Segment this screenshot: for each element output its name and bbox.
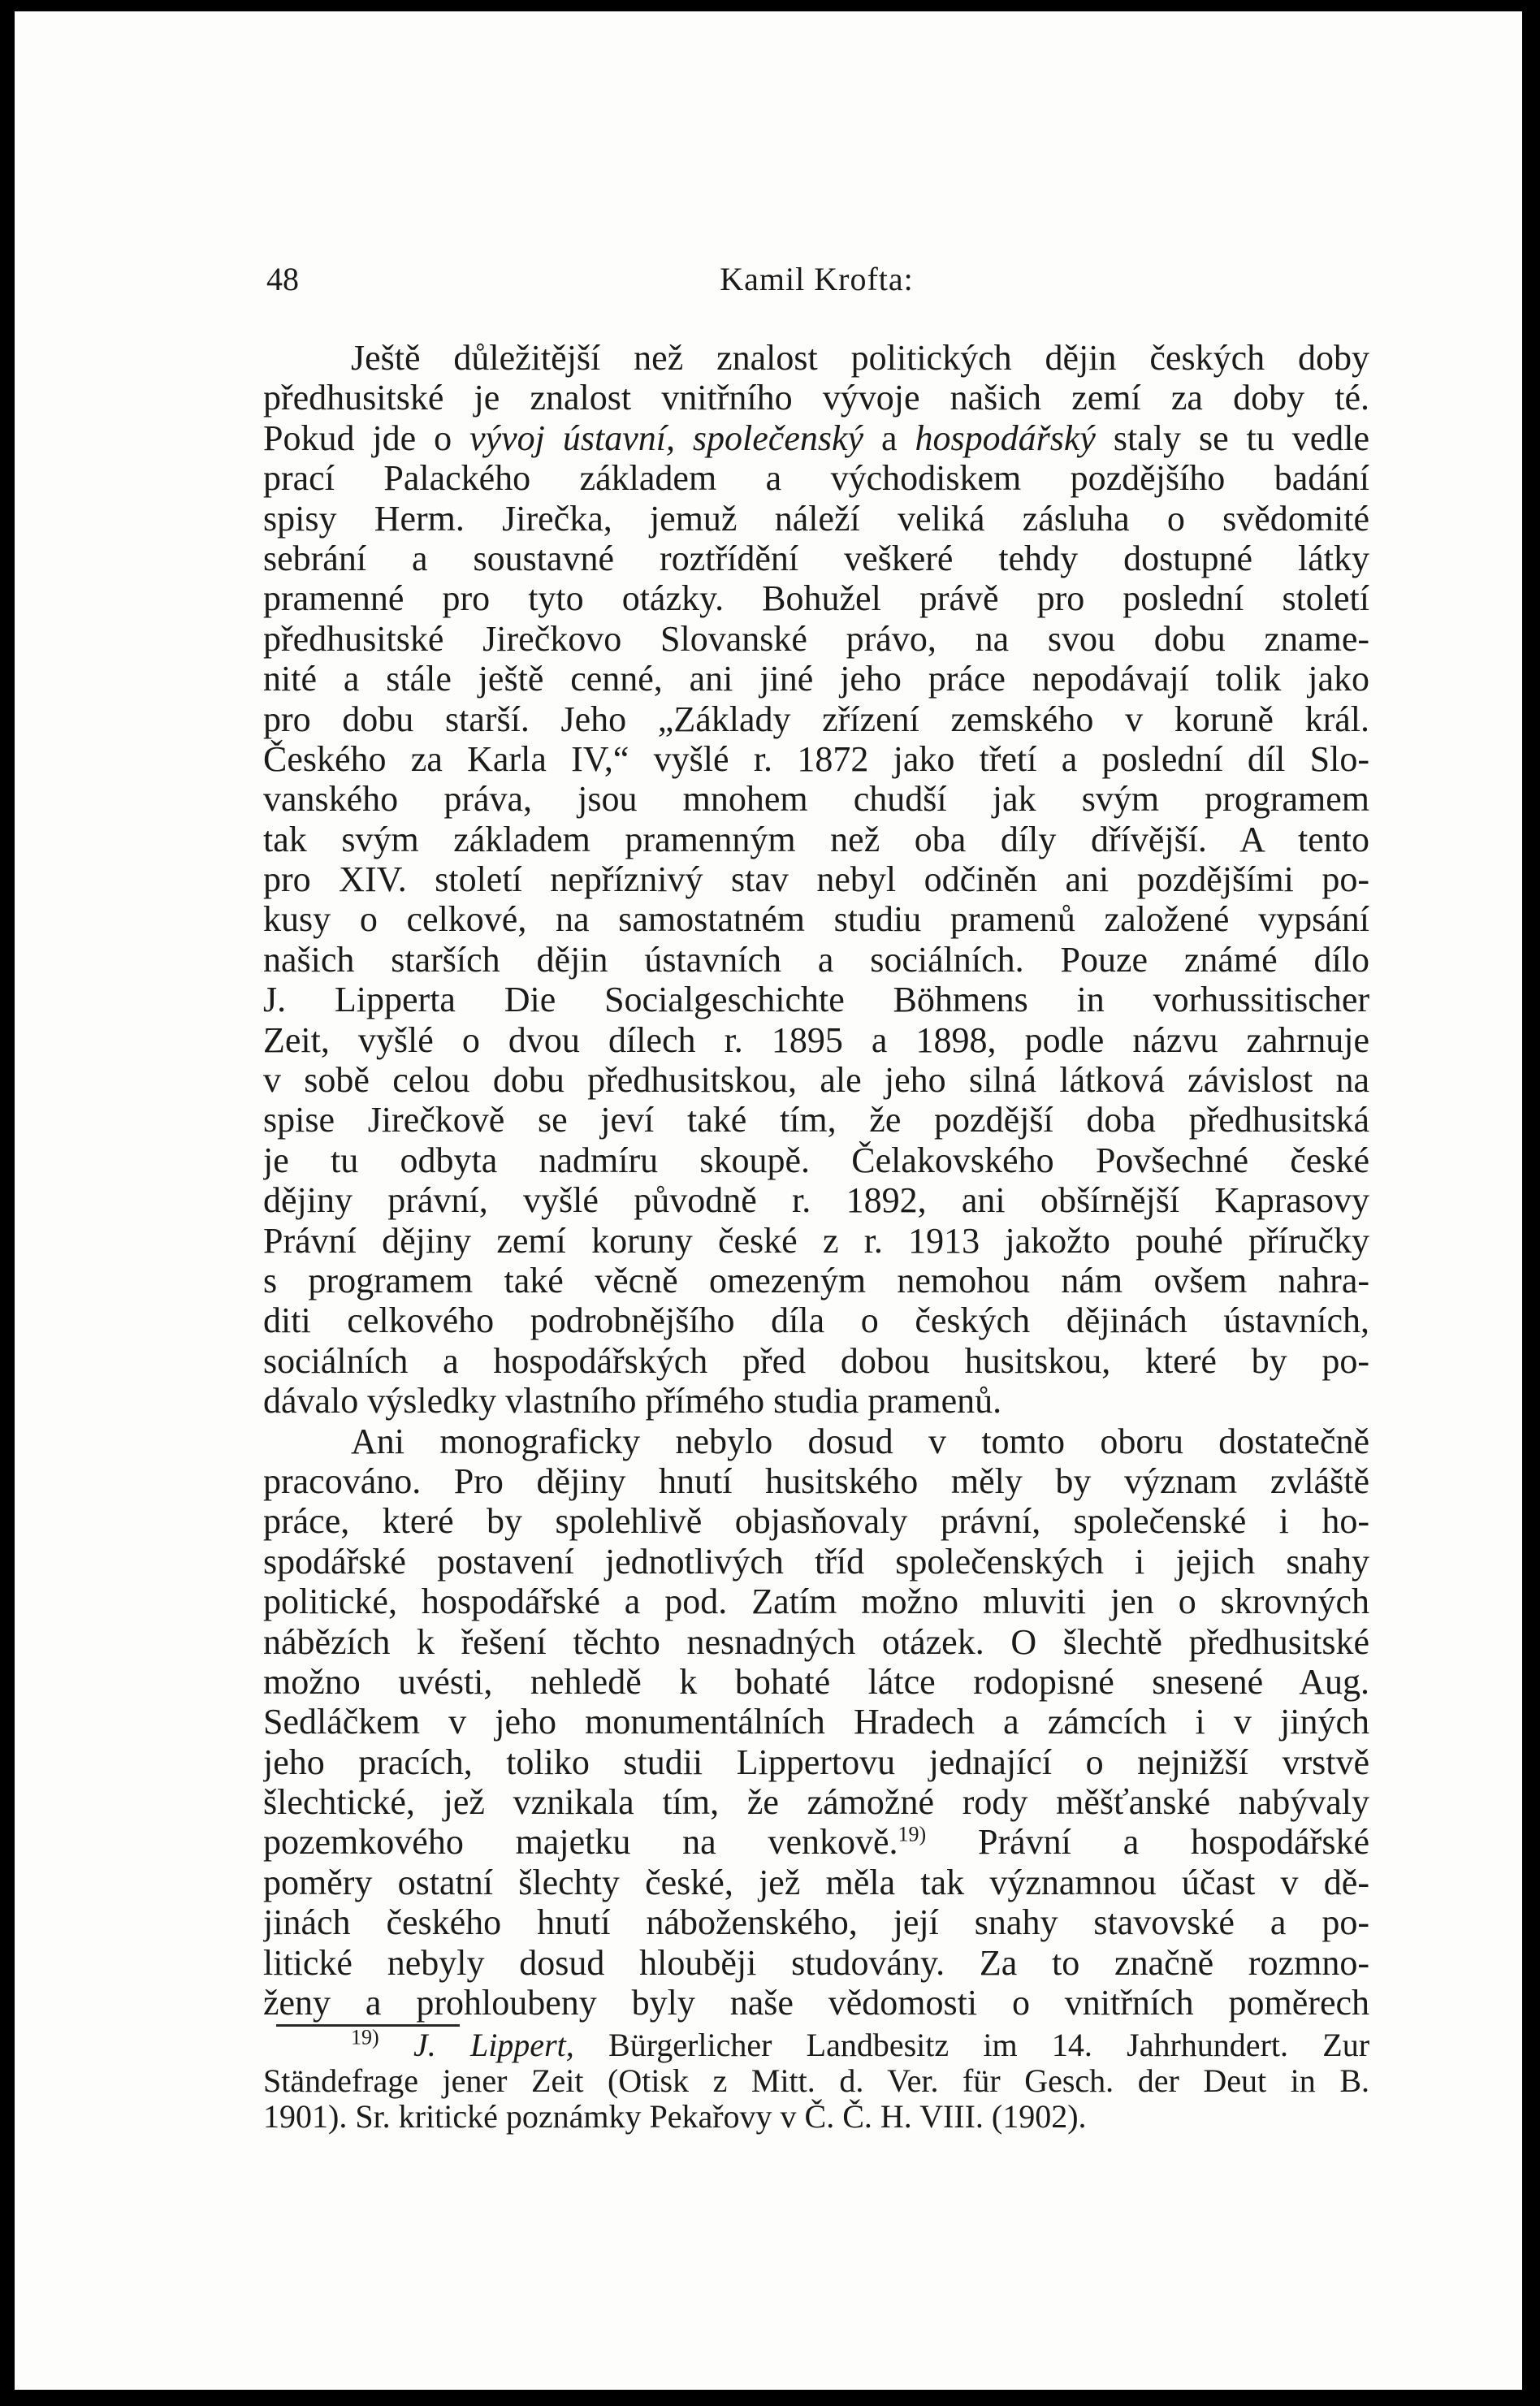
text-fragment: Právní a hospodářské	[926, 1822, 1369, 1863]
footnote-line: 1901). Sr. kritické poznámky Pekařovy v Č. Č. H. VIII. (1902).	[263, 2099, 1087, 2135]
text-line: sebrání a soustavné roztřídění veškeré tehdy dostupné látky	[263, 538, 1369, 578]
text-line: litické nebyly dosud hlouběji studovány. Za to značně rozmno-	[263, 1942, 1369, 1983]
text-line: spodářské postavení jednotlivých tříd společenských i jejich snahy	[263, 1541, 1369, 1582]
text-line: Českého za Karla IV,“ vyšlé r. 1872 jako třetí a poslední díl Slo-	[263, 738, 1369, 779]
footnote-marker: 19)	[351, 2027, 379, 2049]
text-line: Zeit, vyšlé o dvou dílech r. 1895 a 1898, podle názvu zahrnuje	[263, 1019, 1369, 1060]
text-fragment: Bürgerlicher Landbesitz im 14. Jahrhundert. Zur	[573, 2027, 1369, 2063]
running-head-title: Kamil Krofta:	[720, 261, 914, 297]
text-line: politické, hospodářské a pod. Zatím možno mluviti jen o skrovných	[263, 1582, 1369, 1622]
text-line: diti celkového podrobnějšího díla o českých dějinách ústavních,	[263, 1300, 1369, 1341]
text-line: šlechtické, jež vznikala tím, že zámožné rody měšťanské nabývaly	[263, 1782, 1369, 1823]
text-line: Ani monograficky nebylo dosud v tomto oboru dostatečně	[351, 1421, 1369, 1461]
text-line: spise Jirečkově se jeví také tím, že pozdější doba předhusitská	[263, 1100, 1369, 1140]
text-line: tak svým základem pramenným než oba díly dřívější. A tento	[263, 819, 1369, 859]
text-line: jinách českého hnutí náboženského, její snahy stavovské a po-	[263, 1902, 1369, 1943]
text-fragment: Pokud jde o	[263, 418, 470, 458]
book-page	[15, 11, 1522, 2390]
text-line: možno uvésti, nehledě k bohaté látce rodopisné snesené Aug.	[263, 1661, 1369, 1702]
text-line: v sobě celou dobu předhusitskou, ale jeho silná látková závislost na	[263, 1060, 1369, 1101]
footnote-author: J. Lippert,	[413, 2027, 574, 2063]
text-line: sociálních a hospodářských před dobou husitskou, které by po-	[263, 1340, 1369, 1381]
footnotes	[263, 2027, 1369, 2135]
text-line-with-footnote-ref	[263, 1822, 1369, 1862]
text-fragment: pozemkového majetku na venkově.	[263, 1822, 898, 1863]
text-line: ženy a prohloubeny byly naše vědomosti o vnitřních poměrech	[263, 1983, 1369, 2023]
emphasis-text: hospodářský	[915, 418, 1096, 458]
text-line: našich starších dějin ústavních a sociálních. Pouze známé dílo	[263, 939, 1369, 980]
text-line: nábězích k řešení těchto nesnadných otázek. O šlechtě předhusitské	[263, 1621, 1369, 1662]
text-line: pracováno. Pro dějiny hnutí husitského měly by význam zvláště	[263, 1460, 1369, 1501]
text-line: spisy Herm. Jirečka, jemuž náleží veliká zásluha o svědomité	[263, 498, 1369, 539]
running-head	[266, 255, 1367, 304]
footnote-line: Ständefrage jener Zeit (Otisk z Mitt. d. Ver. für Gesch. der Deut in B.	[263, 2063, 1369, 2099]
text-line: práce, které by spolehlivě objasňovaly právní, společenské i ho-	[263, 1501, 1369, 1542]
text-line: J. Lipperta Die Socialgeschichte Böhmens in vorhussitischer	[263, 980, 1369, 1020]
text-line: Ještě důležitější než znalost politických dějin českých doby	[351, 338, 1369, 378]
text-line: je tu odbyta nadmíru skoupě. Čelakovského Povšechné české	[263, 1140, 1369, 1180]
text-line: poměry ostatní šlechty české, jež měla tak významnou účast v dě-	[263, 1862, 1369, 1902]
text-line: dávalo výsledky vlastního přímého studia pramenů.	[263, 1381, 1002, 1422]
text-line: Právní dějiny zemí koruny české z r. 1913 jakožto pouhé příručky	[263, 1220, 1369, 1261]
text-line: jeho pracích, toliko studii Lippertovu jednající o nejnižší vrstvě	[263, 1742, 1369, 1782]
text-line: dějiny právní, vyšlé původně r. 1892, ani obšírnější Kaprasovy	[263, 1180, 1369, 1221]
text-line: pro dobu starší. Jeho „Základy zřízení zemského v koruně král.	[263, 699, 1369, 739]
text-line: pro XIV. století nepříznivý stav nebyl odčiněn ani pozdějšími po-	[263, 859, 1369, 900]
footnote-divider	[276, 2024, 460, 2027]
text-line: vanského práva, jsou mnohem chudší jak svým programem	[263, 779, 1369, 820]
emphasis-text: vývoj ústavní, společenský	[469, 418, 864, 458]
text-line: nité a stále ještě cenné, ani jiné jeho práce nepodávají tolik jako	[263, 659, 1369, 699]
text-line: s programem také věcně omezeným nemohou nám ovšem nahra-	[263, 1260, 1369, 1300]
text-line: předhusitské je znalost vnitřního vývoje našich zemí za doby té.	[263, 378, 1369, 418]
text-line: předhusitské Jirečkovo Slovanské právo, na svou dobu zname-	[263, 618, 1369, 659]
text-line: pramenné pro tyto otázky. Bohužel právě pro poslední století	[263, 578, 1369, 619]
text-fragment: a	[863, 418, 915, 458]
footnote-reference: 19)	[898, 1822, 927, 1846]
body-text	[263, 338, 1369, 2023]
text-line: Sedláčkem v jeho monumentálních Hradech a zámcích i v jiných	[263, 1702, 1369, 1742]
text-line: kusy o celkové, na samostatném studiu pramenů založené vypsání	[263, 899, 1369, 940]
footnote-line	[263, 2027, 1369, 2063]
text-line-with-emphasis	[263, 418, 1369, 458]
text-fragment: staly se tu vedle	[1095, 418, 1369, 458]
page-number: 48	[266, 261, 299, 297]
text-line: prací Palackého základem a východiskem pozdějšího badání	[263, 458, 1369, 499]
